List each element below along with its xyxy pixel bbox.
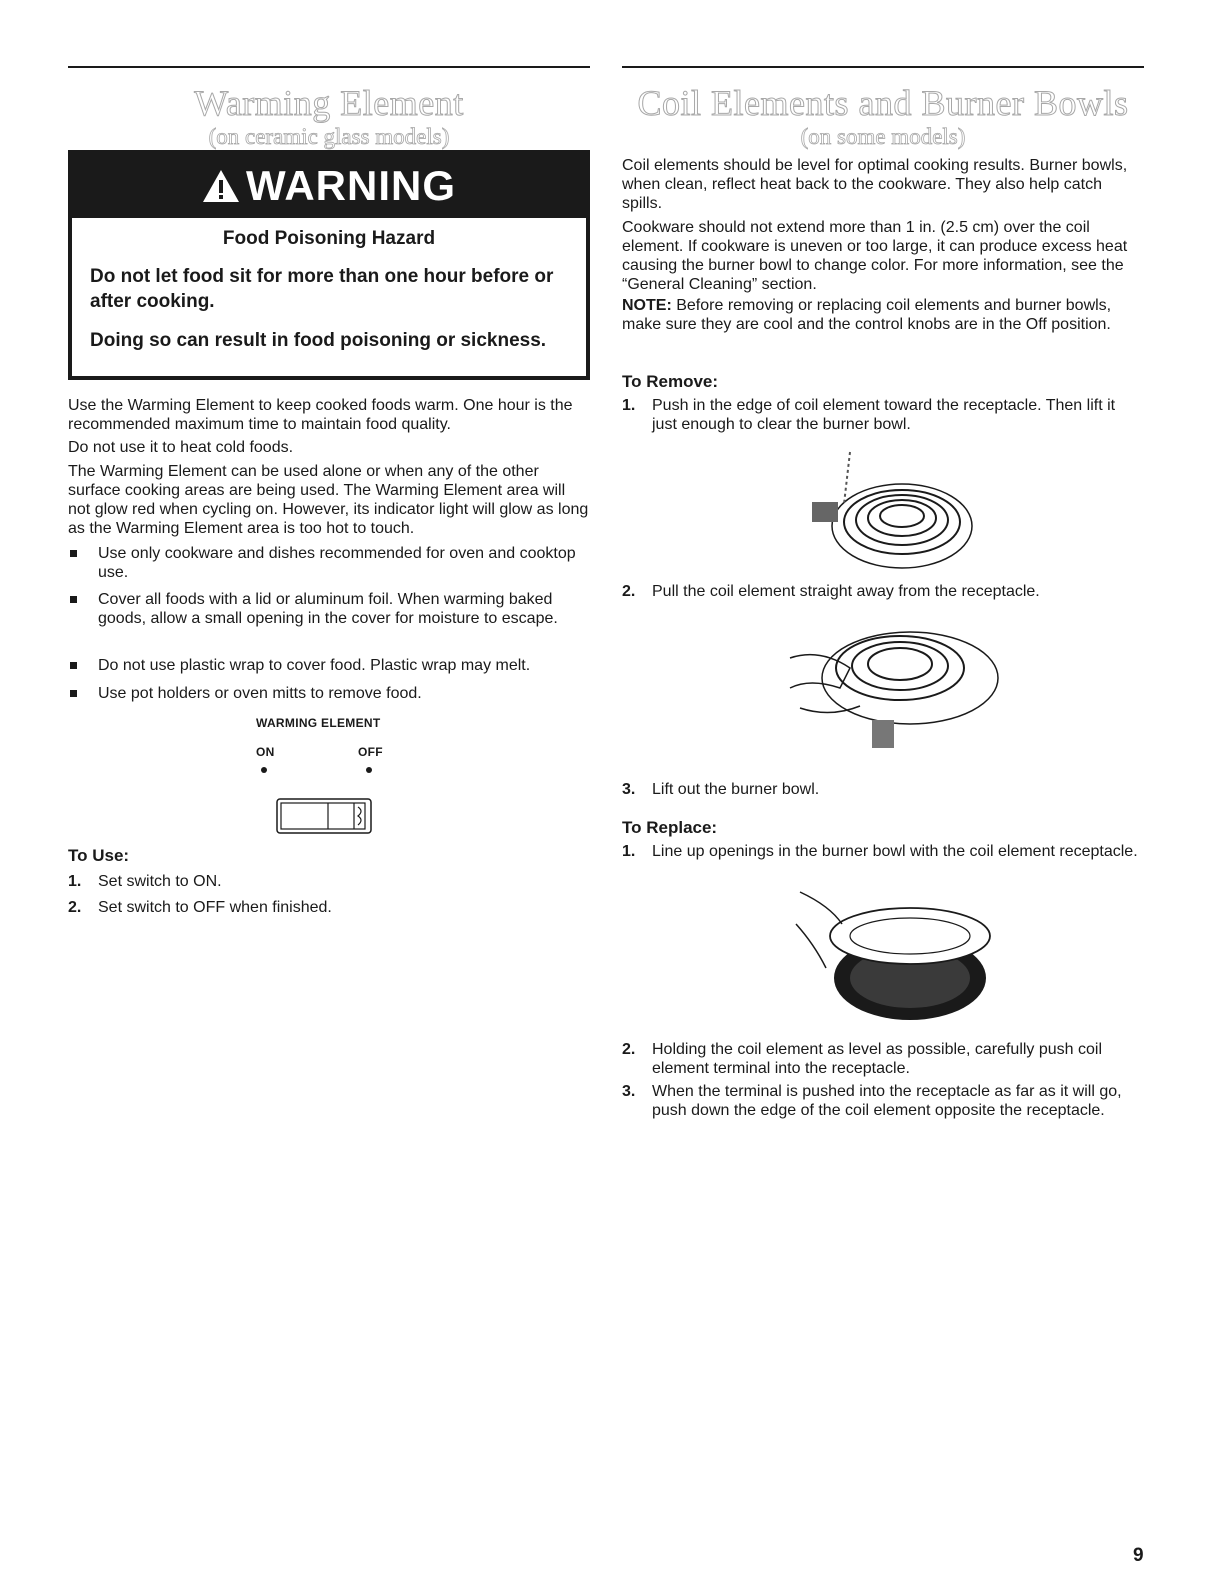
bullet-square-icon (70, 550, 77, 557)
section-subtitle: (on some models) (800, 124, 966, 149)
list-item: 2. Pull the coil element straight away from the receptacle. (622, 583, 1040, 600)
off-indicator-dot (366, 767, 372, 773)
note-paragraph: NOTE: Before removing or replacing coil elements and burner bowls, make sure they are cool and the control knobs are in the Off position. (622, 297, 1112, 333)
section-title: Warming Element (194, 83, 464, 123)
warning-line-2: Doing so can result in food poisoning or sickness. (90, 330, 547, 351)
top-rule (622, 66, 1144, 68)
warning-line-1: Do not let food sit for more than one hour before or after cooking. (90, 266, 554, 312)
to-remove-heading: To Remove: (622, 372, 719, 391)
on-indicator-dot (261, 767, 267, 773)
paragraph: Coil elements should be level for optimal cooking results. Burner bowls, when clean, reflect heat back to the cookware. They also help catch spills. (622, 157, 1128, 212)
rocker-switch-icon (276, 798, 374, 834)
paragraph: Do not use it to heat cold foods. (68, 439, 294, 456)
list-item: 1. Set switch to ON. (68, 873, 222, 890)
bowl-replace-illustration (790, 884, 1000, 1034)
coil-lift-illustration (794, 440, 984, 580)
list-item: 3. When the terminal is pushed into the receptacle as far as it will go, push down the edge of the coil element opposite the receptacle. (622, 1083, 1122, 1119)
paragraph: The Warming Element can be used alone or when any of the other surface cooking areas are being used. The Warming Element area will not glow red when cycling on. However, its indicator light will glow as long as the Warming Element area is too hot to touch. (68, 463, 589, 537)
hazard-title: Food Poisoning Hazard (222, 228, 436, 249)
switch-on-label: ON (256, 745, 275, 759)
warning-box (68, 150, 590, 380)
switch-off-label: OFF (358, 745, 383, 759)
list-item: 3. Lift out the burner bowl. (622, 781, 820, 798)
list-item: Use pot holders or oven mitts to remove food. (68, 684, 590, 703)
warning-triangle-icon (202, 169, 240, 203)
list-item: 1. Line up openings in the burner bowl with the coil element receptacle. (622, 843, 1138, 860)
paragraph: Use the Warming Element to keep cooked foods warm. One hour is the recommended maximum time to maintain food quality. (68, 397, 573, 433)
to-replace-heading: To Replace: (622, 818, 718, 837)
bullet-square-icon (70, 662, 77, 669)
list-item: 2. Set switch to OFF when finished. (68, 899, 332, 916)
section-subtitle: (on ceramic glass models) (208, 124, 450, 149)
coil-pull-illustration (780, 608, 1010, 758)
list-item: Use only cookware and dishes recommended for oven and cooktop use. (68, 544, 590, 582)
list-item: Cover all foods with a lid or aluminum foil. When warming baked goods, allow a small opening in the cover for moisture to escape. (68, 590, 590, 628)
switch-diagram-label: WARMING ELEMENT (256, 716, 381, 730)
section-title: Coil Elements and Burner Bowls (637, 83, 1129, 123)
to-use-heading: To Use: (68, 846, 130, 865)
bullet-square-icon (70, 596, 77, 603)
bullet-square-icon (70, 690, 77, 697)
list-item: Do not use plastic wrap to cover food. Plastic wrap may melt. (68, 656, 590, 675)
page-number: 9 (1133, 1545, 1144, 1566)
top-rule (68, 66, 590, 68)
paragraph: Cookware should not extend more than 1 in. (2.5 cm) over the coil element. If cookware is uneven or too large, it can produce excess heat causing the burner bowl to change color. For more information, see the “General Cleaning” section. (622, 219, 1128, 293)
warning-heading: WARNING (246, 162, 456, 209)
list-item: 1. Push in the edge of coil element toward the receptacle. Then lift it just enough to clear the burner bowl. (622, 397, 1116, 433)
warning-header (72, 154, 586, 218)
list-item: 2. Holding the coil element as level as possible, carefully push coil element terminal into the receptacle. (622, 1041, 1103, 1077)
